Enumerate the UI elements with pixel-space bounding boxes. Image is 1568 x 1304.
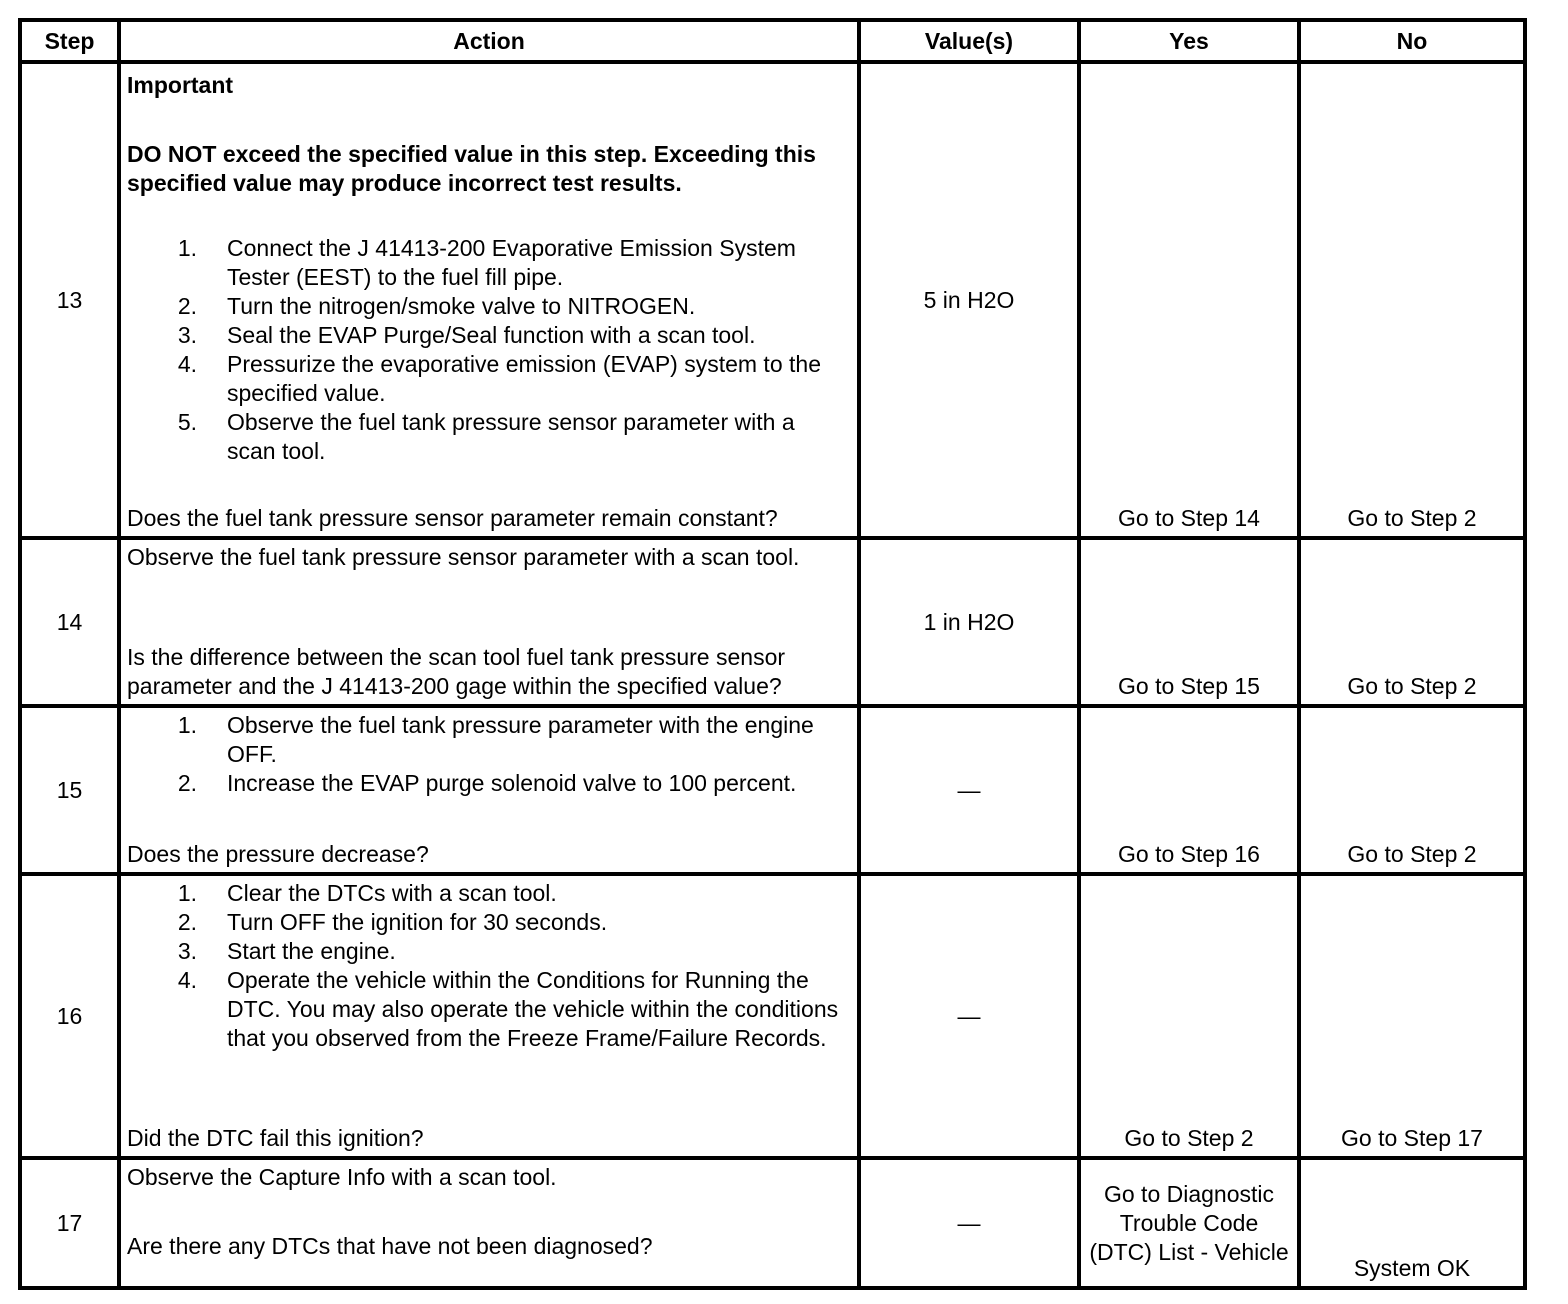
header-action: Action	[119, 20, 859, 62]
step-number: 17	[20, 1158, 119, 1288]
action-question: Are there any DTCs that have not been diagnosed?	[127, 1233, 653, 1259]
table-row	[20, 706, 1525, 874]
action-cell	[119, 874, 859, 1158]
header-step: Step	[20, 20, 119, 62]
diagnostic-table	[18, 18, 1527, 1290]
table-row	[20, 62, 1525, 538]
action-list	[127, 711, 847, 798]
list-item: 2. Turn the nitrogen/smoke valve to NITROGEN.	[177, 293, 696, 319]
action-cell	[119, 62, 859, 538]
important-label: Important	[127, 72, 234, 98]
action-cell	[119, 538, 859, 706]
action-list	[127, 234, 847, 466]
list-item: 1. Connect the J 41413-200 Evaporative Emission System Tester (EEST) to the fuel fill pipe.	[177, 235, 796, 290]
header-values: Value(s)	[859, 20, 1079, 62]
list-item: 3. Seal the EVAP Purge/Seal function with a scan tool.	[177, 322, 756, 348]
step-number: 13	[20, 62, 119, 538]
header-row	[20, 20, 1525, 62]
no-cell: Go to Step 2	[1299, 538, 1525, 706]
action-cell	[119, 706, 859, 874]
value-cell: 5 in H2O	[859, 62, 1079, 538]
table-row	[20, 874, 1525, 1158]
value-cell: —	[859, 706, 1079, 874]
table-row	[20, 1158, 1525, 1288]
list-item: 5. Observe the fuel tank pressure sensor parameter with a scan tool.	[177, 409, 795, 464]
action-text: Observe the fuel tank pressure sensor parameter with a scan tool.	[127, 544, 800, 570]
step-number: 16	[20, 874, 119, 1158]
value-cell: —	[859, 1158, 1079, 1288]
yes-cell: Go to Step 16	[1079, 706, 1299, 874]
header-yes: Yes	[1079, 20, 1299, 62]
action-question: Does the fuel tank pressure sensor parameter remain constant?	[127, 505, 778, 531]
yes-cell: Go to Step 15	[1079, 538, 1299, 706]
value-cell: —	[859, 874, 1079, 1158]
action-question: Is the difference between the scan tool fuel tank pressure sensor parameter and the J 41413-200 gage within the specified value?	[127, 644, 786, 699]
list-item: 3. Start the engine.	[177, 938, 396, 964]
list-item: 2. Increase the EVAP purge solenoid valve to 100 percent.	[177, 770, 797, 796]
no-cell: System OK	[1299, 1158, 1525, 1288]
action-list	[127, 879, 847, 1053]
step-number: 14	[20, 538, 119, 706]
list-item: 4. Operate the vehicle within the Conditions for Running the DTC. You may also operate the vehicle within the conditions that you observed from the Freeze Frame/Failure Records.	[177, 967, 839, 1051]
no-cell: Go to Step 17	[1299, 874, 1525, 1158]
yes-cell: Go to Step 14	[1079, 62, 1299, 538]
action-question: Does the pressure decrease?	[127, 841, 429, 867]
action-text: Observe the Capture Info with a scan tool.	[127, 1164, 557, 1190]
value-cell: 1 in H2O	[859, 538, 1079, 706]
table-row	[20, 538, 1525, 706]
yes-cell: Go to Step 2	[1079, 874, 1299, 1158]
action-question: Did the DTC fail this ignition?	[127, 1125, 424, 1151]
list-item: 4. Pressurize the evaporative emission (EVAP) system to the specified value.	[177, 351, 821, 406]
list-item: 1. Observe the fuel tank pressure parameter with the engine OFF.	[177, 712, 814, 767]
no-cell: Go to Step 2	[1299, 62, 1525, 538]
step-number: 15	[20, 706, 119, 874]
yes-cell: Go to Diagnostic Trouble Code (DTC) List - Vehicle	[1079, 1158, 1299, 1288]
list-item: 1. Clear the DTCs with a scan tool.	[177, 880, 557, 906]
important-notice: DO NOT exceed the specified value in this step. Exceeding this specified value may produce incorrect test results.	[127, 141, 816, 196]
list-item: 2. Turn OFF the ignition for 30 seconds.	[177, 909, 608, 935]
no-cell: Go to Step 2	[1299, 706, 1525, 874]
header-no: No	[1299, 20, 1525, 62]
action-cell	[119, 1158, 859, 1288]
